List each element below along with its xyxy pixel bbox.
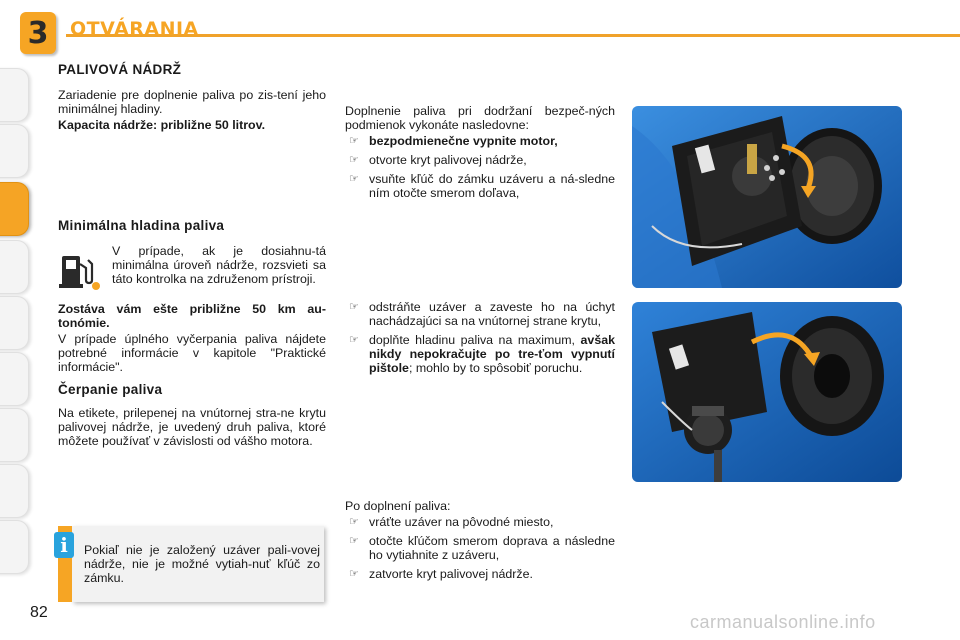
chapter-number: 3 (27, 15, 49, 51)
procedure-steps-2 (345, 300, 615, 380)
pointing-hand-icon: ☞ (349, 173, 359, 185)
remaining-range-text: Zostáva vám ešte približne 50 km au-tonómie. (58, 302, 326, 330)
list-item: ☞ otvorte kryt palivovej nádrže, (349, 153, 527, 167)
list-item: ☞ vsuňte kľúč do zámku uzáveru a ná-sledne ním otočte smerom doľava, (349, 172, 615, 200)
list-item: ☞ zatvorte kryt palivovej nádrže. (349, 567, 533, 581)
pointing-hand-icon: ☞ (349, 535, 359, 547)
pointing-hand-icon: ☞ (349, 516, 359, 528)
info-box-text: Pokiaľ nie je založený uzáver pali-vovej nádrže, nie je možné vytiah-nuť kľúč zo zámku. (84, 543, 320, 585)
fuel-flap-key-photo (632, 106, 902, 288)
empty-tank-text: V prípade úplného vyčerpania paliva nájdete potrebné informácie v kapitole "Praktické informácie". (58, 332, 326, 374)
section-title: PALIVOVÁ NÁDRŽ (58, 62, 182, 77)
side-tab-1[interactable] (0, 68, 29, 122)
side-tab-9[interactable] (0, 520, 29, 574)
list-item: ☞ odstráňte uzáver a zaveste ho na úchyt nachádzajúci sa na vnútornej strane krytu, (349, 300, 615, 328)
side-tab-4[interactable] (0, 240, 29, 294)
pointing-hand-icon: ☞ (349, 135, 359, 147)
side-tab-3-active[interactable] (0, 182, 29, 236)
procedure-steps-1 (345, 134, 615, 205)
info-icon: i (54, 532, 74, 558)
after-refuel-steps (345, 515, 615, 586)
pointing-hand-icon: ☞ (349, 568, 359, 580)
chapter-badge (20, 12, 56, 54)
pumping-heading: Čerpanie paliva (58, 382, 163, 397)
side-tab-7[interactable] (0, 408, 29, 462)
side-tab-8[interactable] (0, 464, 29, 518)
pointing-hand-icon: ☞ (349, 154, 359, 166)
header-rule (66, 34, 960, 37)
fuel-cap-removed-photo (632, 302, 902, 482)
watermark: carmanualsonline.info (690, 612, 876, 632)
pointing-hand-icon: ☞ (349, 301, 359, 313)
procedure-intro: Doplnenie paliva pri dodržaní bezpeč-ných podmienok vykonáte nasledovne: (345, 104, 615, 132)
list-item: ☞ bezpodmienečne vypnite motor, (349, 134, 558, 148)
capacity-text: Kapacita nádrže: približne 50 litrov. (58, 118, 266, 132)
list-item: ☞ otočte kľúčom smerom doprava a následne ho vytiahnite z uzáveru, (349, 534, 615, 562)
pointing-hand-icon: ☞ (349, 334, 359, 346)
list-item: ☞ doplňte hladinu paliva na maximum, avšak nikdy nepokračujte po tre-ťom vypnutí pištole; mohlo by to spôsobiť poruchu. (349, 333, 615, 375)
min-level-text: V prípade, ak je dosiahnu-tá minimálna úroveň nádrže, rozsvieti sa táto kontrolka na združenom prístroji. (112, 244, 326, 286)
side-tab-2[interactable] (0, 124, 29, 178)
page-number: 82 (30, 604, 48, 621)
chapter-title: OTVÁRANIA (70, 18, 199, 40)
side-tab-6[interactable] (0, 352, 29, 406)
intro-text: Zariadenie pre doplnenie paliva po zis-tení jeho minimálnej hladiny. (58, 88, 326, 116)
after-refuel-heading: Po doplnení paliva: (345, 499, 451, 513)
min-level-heading: Minimálna hladina paliva (58, 218, 225, 233)
side-tab-5[interactable] (0, 296, 29, 350)
fuel-warning-icon (58, 252, 102, 292)
list-item: ☞ vráťte uzáver na pôvodné miesto, (349, 515, 554, 529)
pumping-text: Na etikete, prilepenej na vnútornej stra-ne krytu palivovej nádrže, je uvedený druh paliva, ktoré môžete používať v závislosti od vášho motora. (58, 406, 326, 448)
